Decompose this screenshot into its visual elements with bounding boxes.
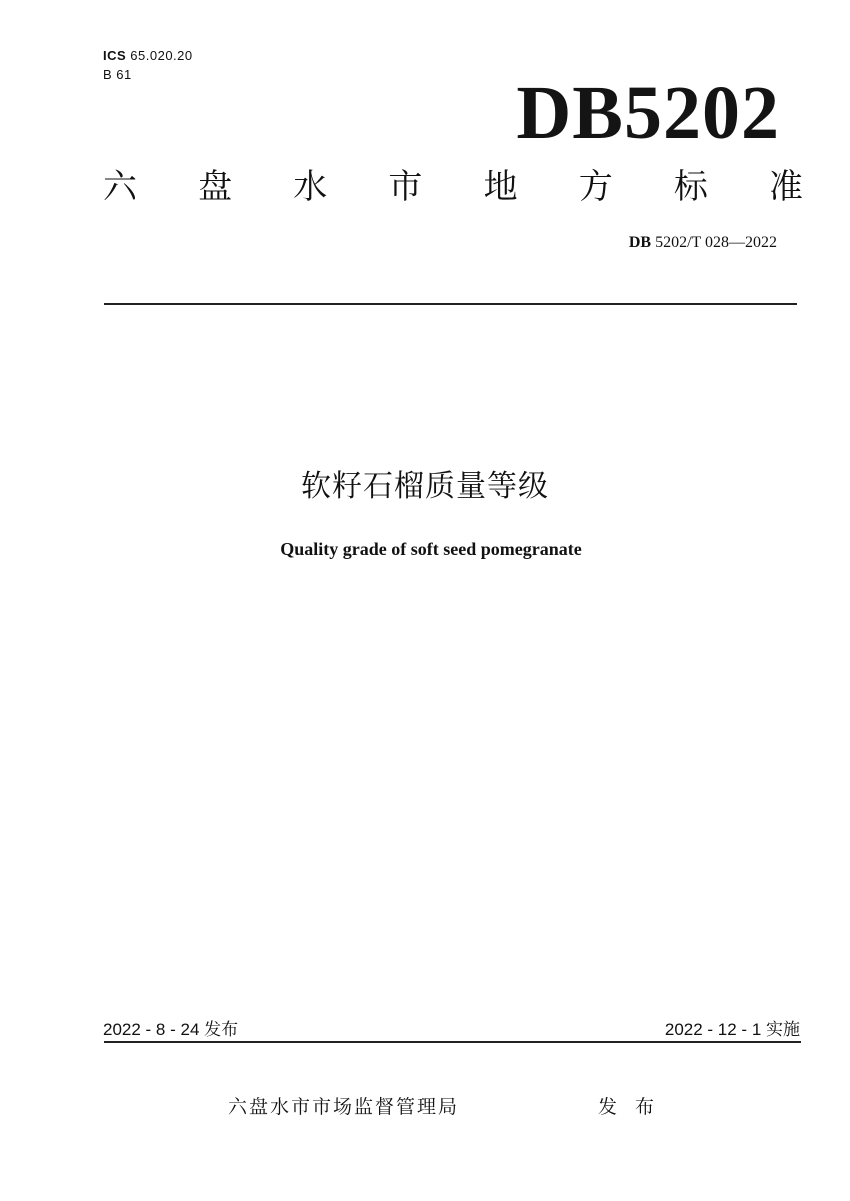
standard-code-number: 5202/T 028—2022 (651, 234, 777, 251)
standard-type-char: 六 (103, 167, 137, 207)
ics-code: 65.020.20 (130, 48, 193, 63)
classification-block (103, 46, 193, 84)
ics-label: ICS (103, 48, 127, 63)
issuer-action: 发 布 (598, 1096, 661, 1118)
bottom-divider (104, 1041, 801, 1043)
standard-type-char: 准 (768, 167, 803, 207)
implementation-date: 2022 - 12 - 1 实施 (664, 1020, 800, 1039)
standard-type-char: 地 (483, 167, 518, 207)
ics-line (103, 46, 193, 65)
title-chinese: 软籽石榴质量等级 (301, 469, 549, 504)
standard-type-char: 水 (293, 167, 328, 207)
top-divider (104, 303, 797, 305)
db-logo: DB5202 (516, 71, 780, 155)
ccs-code: B 61 (103, 67, 132, 82)
standard-type-char: 方 (578, 167, 613, 207)
issuer-name: 六盘水市市场监督管理局 (228, 1096, 460, 1118)
standard-type-char: 盘 (198, 167, 233, 207)
standard-code (540, 232, 777, 254)
standard-type-heading (103, 163, 803, 211)
standard-code-prefix: DB (628, 234, 652, 251)
standard-type-char: 市 (388, 167, 423, 207)
issue-date: 2022 - 8 - 24 发布 (103, 1020, 239, 1039)
standard-type-char: 标 (673, 167, 708, 207)
title-english: Quality grade of soft seed pomegranate (280, 539, 582, 559)
